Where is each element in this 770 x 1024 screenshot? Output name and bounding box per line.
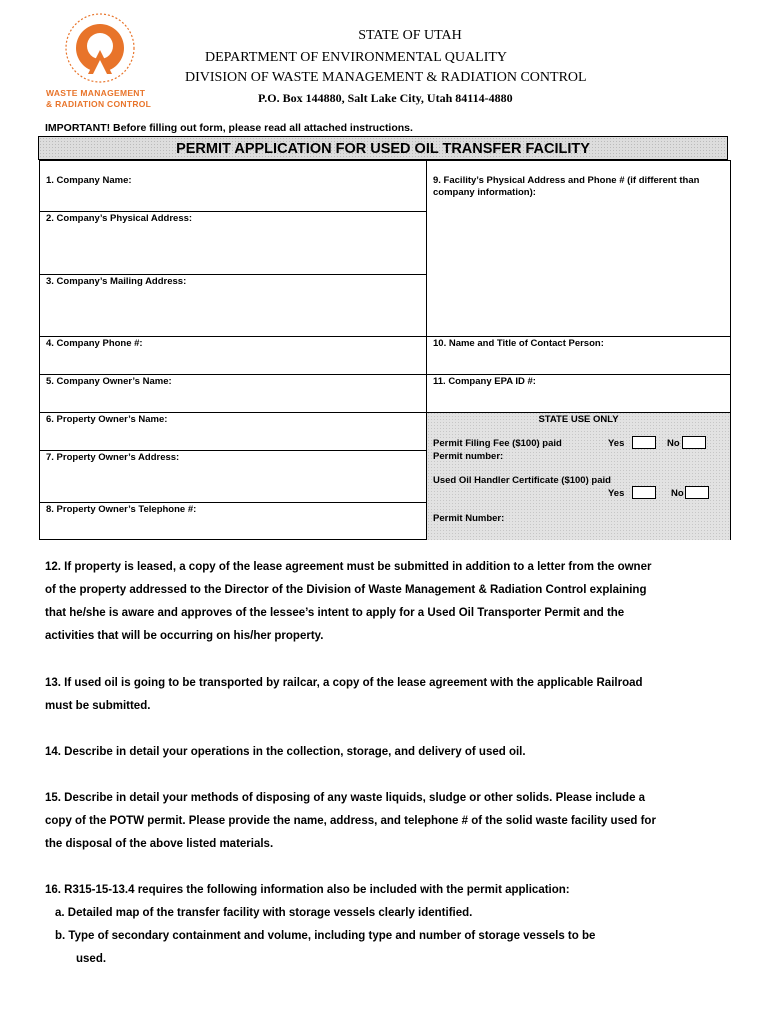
permit-fee-no-label: No (667, 438, 680, 449)
header-department: DEPARTMENT OF ENVIRONMENTAL QUALITY (205, 50, 508, 65)
logo-line2: & RADIATION CONTROL (46, 99, 152, 109)
item-15-line: 15. Describe in detail your methods of disposing of any waste liquids, sludge or other solids. Please include a (45, 792, 646, 804)
item-16b: b. Type of secondary containment and volume, including type and number of storage vessels to be (55, 930, 596, 942)
permit-number-label-1: Permit number: (433, 451, 504, 462)
item-16b-cont: used. (76, 953, 107, 965)
permit-fee-yes-checkbox[interactable] (632, 436, 656, 449)
handler-yes-checkbox[interactable] (632, 486, 656, 499)
logo-emblem (40, 8, 160, 88)
item-12 (45, 556, 735, 648)
field-epa-id[interactable]: 11. Company EPA ID #: (433, 376, 536, 387)
handler-yes-label: Yes (608, 488, 625, 499)
field-company-mailing-address[interactable]: 3. Company’s Mailing Address: (46, 276, 187, 287)
field-company-name[interactable]: 1. Company Name: (46, 175, 132, 186)
header-state: STATE OF UTAH (358, 28, 462, 43)
form-title-bar (38, 136, 728, 160)
item-13 (45, 672, 735, 718)
item-12-line: activities that will be occurring on his/her property. (45, 630, 324, 642)
item-13-line: 13. If used oil is going to be transported by railcar, a copy of the lease agreement with the applicable Railroad (45, 677, 643, 689)
permit-number-label-2: Permit Number: (433, 513, 505, 524)
field-property-owner-name[interactable]: 6. Property Owner’s Name: (46, 414, 168, 425)
important-note: IMPORTANT! Before filling out form, please read all attached instructions. (45, 122, 413, 134)
field-facility-address-line1[interactable]: 9. Facility’s Physical Address and Phone # (if different than (433, 175, 700, 186)
field-company-physical-address[interactable]: 2. Company’s Physical Address: (46, 213, 193, 224)
header-address: P.O. Box 144880, Salt Lake City, Utah 84114-4880 (258, 91, 513, 105)
field-company-phone[interactable]: 4. Company Phone #: (46, 338, 143, 349)
handler-certificate-label: Used Oil Handler Certificate ($100) paid (433, 475, 611, 486)
logo-line1: WASTE MANAGEMENT (46, 88, 146, 98)
item-12-line: 12. If property is leased, a copy of the lease agreement must be submitted in addition to a letter from the owner (45, 561, 652, 573)
permit-fee-yes-label: Yes (608, 438, 625, 449)
handler-no-label: No (671, 488, 684, 499)
application-form-grid (39, 160, 731, 540)
item-12-line: that he/she is aware and approves of the lessee’s intent to apply for a Used Oil Transporter Permit and the (45, 607, 625, 619)
state-use-heading: STATE USE ONLY (538, 414, 619, 425)
item-14: 14. Describe in detail your operations in the collection, storage, and delivery of used oil. (45, 746, 526, 758)
field-facility-address-line2: company information): (433, 187, 536, 198)
handler-no-checkbox[interactable] (685, 486, 709, 499)
item-12-line: of the property addressed to the Director of the Division of Waste Management & Radiation Control explaining (45, 584, 647, 596)
item-13-line: must be submitted. (45, 700, 151, 712)
item-15 (45, 787, 735, 856)
header-division: DIVISION OF WASTE MANAGEMENT & RADIATION CONTROL (185, 70, 587, 85)
item-16a: a. Detailed map of the transfer facility with storage vessels clearly identified. (55, 907, 473, 919)
item-16: 16. R315-15-13.4 requires the following information also be included with the permit application: (45, 884, 570, 896)
item-15-line: the disposal of the above listed materials. (45, 838, 274, 850)
permit-fee-label: Permit Filing Fee ($100) paid (433, 438, 562, 449)
agency-logo (40, 8, 160, 108)
field-property-owner-address[interactable]: 7. Property Owner’s Address: (46, 452, 180, 463)
field-company-owner-name[interactable]: 5. Company Owner’s Name: (46, 376, 172, 387)
item-15-line: copy of the POTW permit. Please provide the name, address, and telephone # of the solid waste facility used for (45, 815, 656, 827)
permit-fee-no-checkbox[interactable] (682, 436, 706, 449)
form-title: PERMIT APPLICATION FOR USED OIL TRANSFER FACILITY (176, 141, 590, 157)
field-property-owner-telephone[interactable]: 8. Property Owner’s Telephone #: (46, 504, 197, 515)
field-contact-person[interactable]: 10. Name and Title of Contact Person: (433, 338, 604, 349)
